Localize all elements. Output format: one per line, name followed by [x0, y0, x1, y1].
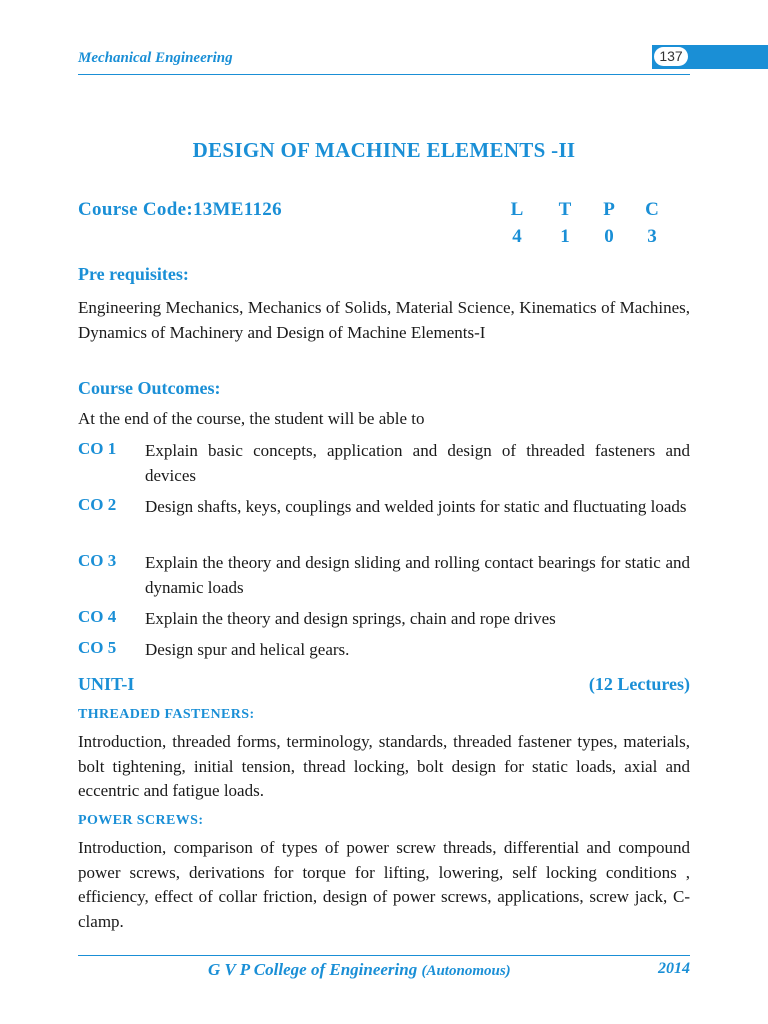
- course-outcome-text: Design shafts, keys, couplings and welded joints for static and fluctuating loads: [145, 497, 687, 516]
- header-divider: [78, 74, 690, 75]
- running-header-title: Mechanical Engineering: [78, 50, 233, 66]
- course-outcome-label: CO 4: [78, 607, 117, 626]
- course-outcome-label: CO 1: [78, 439, 117, 458]
- section-text-threaded-fasteners: Introduction, threaded forms, terminology, standards, threaded fastener types, materials, bolt tightening, initial tension, thread locking, bolt design for static loads, axial and eccentric and fatigue loads.: [78, 732, 690, 800]
- course-title: DESIGN OF MACHINE ELEMENTS -II: [192, 138, 576, 162]
- unit-lectures: (12 Lectures): [588, 674, 690, 694]
- ltpc-value-l: 4: [512, 226, 522, 247]
- ltpc-header-c: C: [645, 199, 659, 220]
- ltpc-value-p: 0: [604, 226, 614, 247]
- prerequisites-text: Engineering Mechanics, Mechanics of Solids, Material Science, Kinematics of Machines, Dynamics of Machinery and Design of Machine Elements-I: [78, 298, 690, 342]
- unit-title: UNIT-I: [78, 674, 135, 694]
- footer-autonomous: (Autonomous): [421, 963, 511, 979]
- section-heading-power-screws: POWER SCREWS:: [78, 813, 204, 828]
- ltpc-header-p: P: [603, 199, 615, 220]
- ltpc-header-l: L: [510, 199, 524, 220]
- course-outcome-text: Explain basic concepts, application and design of threaded fasteners and devices: [145, 441, 690, 485]
- course-outcome-text: Design spur and helical gears.: [145, 640, 350, 659]
- page-number: 137: [654, 47, 688, 66]
- outcomes-heading: Course Outcomes:: [78, 378, 221, 398]
- footer-college: [208, 960, 511, 980]
- course-outcome-label: CO 2: [78, 495, 117, 514]
- course-code: Course Code:13ME1126: [78, 199, 282, 220]
- course-outcome-label: CO 5: [78, 638, 117, 657]
- ltpc-value-t: 1: [560, 226, 570, 247]
- course-outcome-text: Explain the theory and design sliding and rolling contact bearings for static and dynamic loads: [145, 553, 690, 597]
- course-outcome-text: Explain the theory and design springs, chain and rope drives: [145, 609, 556, 628]
- course-outcome-label: CO 3: [78, 551, 117, 570]
- footer-year: 2014: [658, 960, 690, 977]
- ltpc-header-t: T: [558, 199, 572, 220]
- section-heading-threaded-fasteners: THREADED FASTENERS:: [78, 707, 255, 722]
- footer-college-name: G V P College of Engineering: [208, 960, 418, 979]
- outcomes-intro: At the end of the course, the student will be able to: [78, 409, 425, 428]
- ltpc-value-c: 3: [647, 226, 657, 247]
- section-text-power-screws: Introduction, comparison of types of power screw threads, differential and compound power screws, derivations for torque for lifting, lowering, self locking conditions , efficiency, effect of collar friction, design of power screws, applications, screw jack, C- clamp.: [78, 838, 690, 931]
- footer-divider: [78, 955, 690, 956]
- prerequisites-heading: Pre requisites:: [78, 264, 189, 284]
